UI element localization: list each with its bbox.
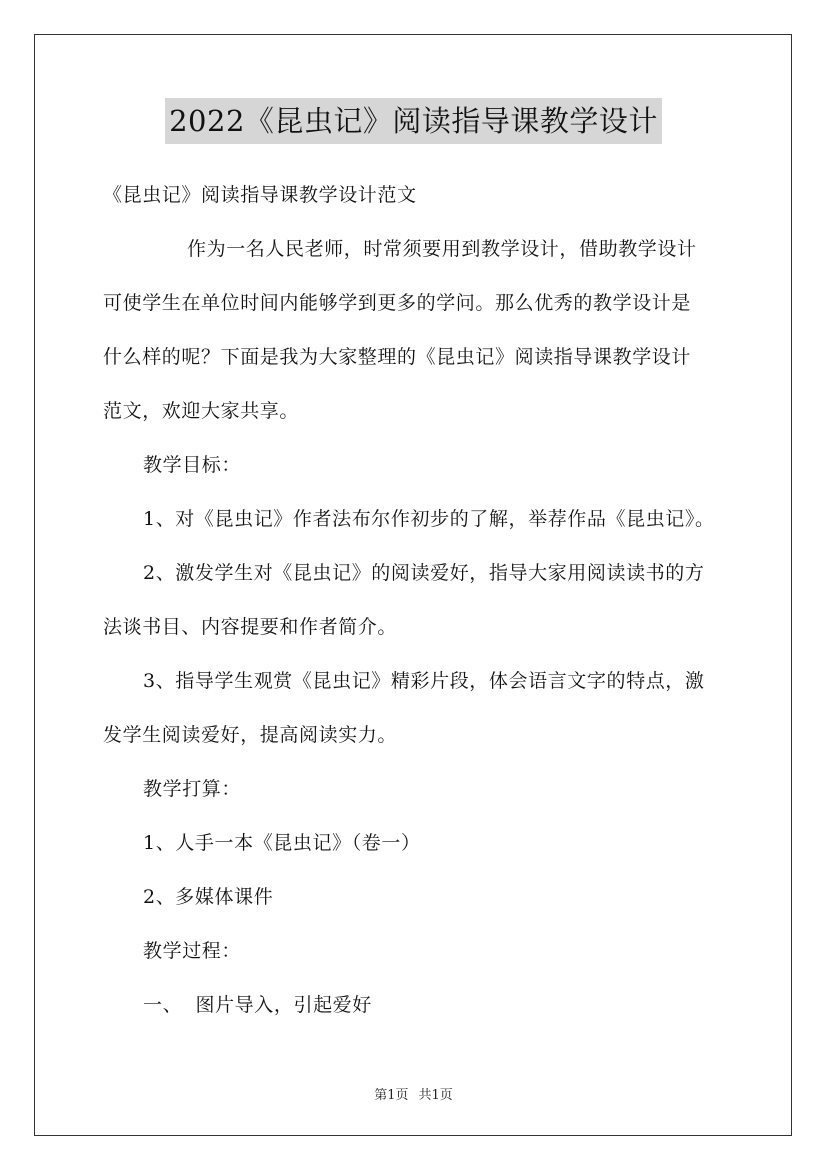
prep-item-1: 1、人手一本《昆虫记》（卷一） [143,832,421,854]
title-container [0,98,827,144]
page-footer [0,1084,827,1103]
paragraph-line: 什么样的呢？下面是我为大家整理的《昆虫记》阅读指导课教学设计 [103,346,692,368]
paragraph-line: 作为一名人民老师，时常须要用到教学设计，借助教学设计 [187,238,697,260]
goal-item-2: 2、激发学生对《昆虫记》的阅读爱好，指导大家用阅读读书的方 [143,562,705,584]
subtitle-line: 《昆虫记》阅读指导课教学设计范文 [103,184,417,206]
goal-item-1: 1、对《昆虫记》作者法布尔作初步的了解，举荐作品《昆虫记》。 [143,508,715,530]
page-number: 第1页 [374,1088,409,1103]
paragraph-line: 范文，欢迎大家共享。 [103,400,300,422]
page-total: 共1页 [418,1088,453,1103]
section-heading-goals: 教学目标： [143,454,242,476]
process-item-1: 一、 图片导入，引起爱好 [143,994,372,1016]
paragraph-line: 可使学生在单位时间内能够学到更多的学问。那么优秀的教学设计是 [103,292,692,314]
section-heading-prep: 教学打算： [143,778,242,800]
prep-item-2: 2、多媒体课件 [143,886,274,908]
section-heading-process: 教学过程： [143,940,242,962]
goal-item-3-cont: 发学生阅读爱好，提高阅读实力。 [103,724,398,746]
document-title: 2022《昆虫记》阅读指导课教学设计 [165,98,662,144]
goal-item-2-cont: 法谈书目、内容提要和作者简介。 [103,616,398,638]
goal-item-3: 3、指导学生观赏《昆虫记》精彩片段，体会语言文字的特点，激 [143,670,705,692]
